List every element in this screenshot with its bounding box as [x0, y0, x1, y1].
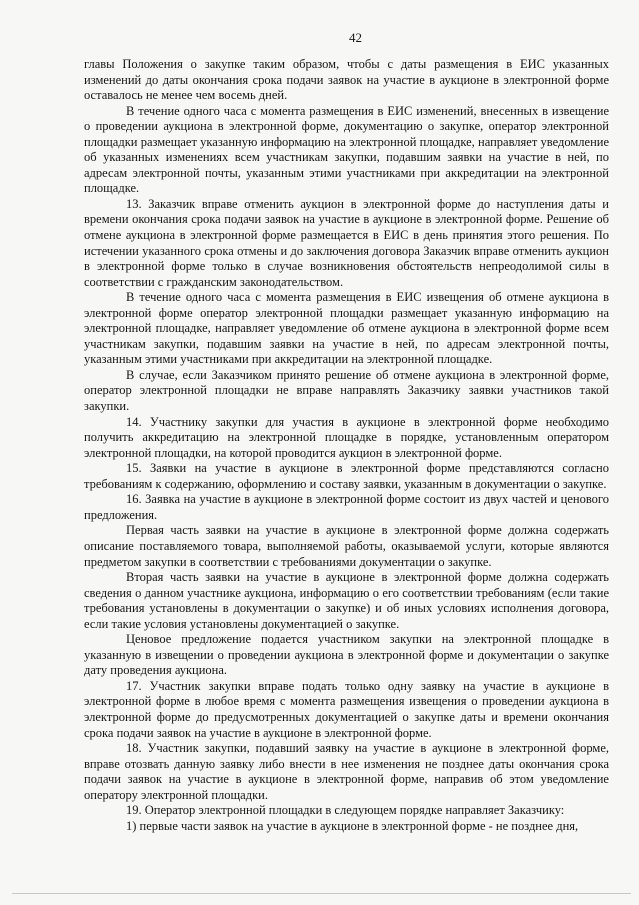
paragraph-cancellation-notice: В течение одного часа с момента размещения в ЕИС извещения об отмене аукциона в электронной форме оператор электронной площадки размещает указанную информацию на электронной площадке, направляет уведомление об отмене аукциона в электронной форме всем участникам закупки, подавшим заявки на участие в ней, по адресам электронной почты, указанным этими участниками при аккредитации на электронной площадке. — [84, 290, 609, 367]
paragraph-13-cancellation: 13. Заказчик вправе отменить аукцион в электронной форме до наступления даты и времени окончания срока подачи заявок на участие в аукционе в электронной форме. Решение об отмене аукциона в электронной форме размещается в ЕИС в день принятия этого решения. По истечении указанного срока отмены и до заключения договора Заказчик вправе отменить аукцион в электронной форме только в случае возникновения обстоятельств непреодолимой силы в соответствии с гражданским законодательством. — [84, 196, 609, 289]
paragraph-15-requirements: 15. Заявки на участие в аукционе в электронной форме представляются согласно требованиям к содержанию, оформлению и составу заявки, указанным в документации о закупке. — [84, 461, 609, 491]
page-number: 42 — [349, 30, 362, 45]
paragraph-notice-of-changes: В течение одного часа с момента размещения в ЕИС изменений, внесенных в извещение о проведении аукциона в электронной форме, документацию о закупке, оператор электронной площадки размещает указанную информацию на электронной площадке, направляет уведомление об указанных изменениях всем участникам закупки, подавшим заявки на участие в ней, по адресам электронной почты, указанным этими участниками при аккредитации на электронной площадке. — [84, 103, 609, 196]
paragraph-16-parts: 16. Заявка на участие в аукционе в электронной форме состоит из двух частей и ценового предложения. — [84, 492, 609, 522]
paragraph-19-item-1: 1) первые части заявок на участие в аукционе в электронной форме - не позднее дня, — [126, 818, 579, 833]
scan-bottom-edge — [12, 893, 631, 894]
paragraph-first-part: Первая часть заявки на участие в аукционе в электронной форме должна содержать описание поставляемого товара, выполняемой работы, оказываемой услуги, которые являются предметом закупки в соответствии с требованиями документации о закупке. — [84, 523, 609, 569]
paragraph-19-operator: 19. Оператор электронной площадки в следующем порядке направляет Заказчику: — [126, 803, 565, 818]
paragraph-17-single-bid: 17. Участник закупки вправе подать только одну заявку на участие в аукционе в электронной форме в любое время с момента размещения извещения о проведении аукциона в электронной форме до предусмотренных документацией о закупке даты и времени окончания срока подачи заявок на участие в аукционе в электронной форме. — [84, 678, 609, 740]
paragraph-cancellation-effect: В случае, если Заказчиком принято решение об отмене аукциона в электронной форме, оператор электронной площадки не вправе направлять Заказчику заявки участников такой закупки. — [84, 367, 609, 414]
document-body — [84, 57, 609, 834]
paragraph-continuation: главы Положения о закупке таким образом, чтобы с даты размещения в ЕИС указанных изменений до даты окончания срока подачи заявок на участие в аукционе в электронной форме оставалось не менее чем восемь дней. — [84, 57, 609, 103]
paragraph-18-withdrawal: 18. Участник закупки, подавший заявку на участие в аукционе в электронной форме, вправе отозвать данную заявку либо внести в нее изменения не позднее даты окончания срока подачи заявок на участие в аукционе в электронной форме, направив об этом уведомление оператору электронной площадки. — [84, 741, 609, 802]
paragraph-second-part: Вторая часть заявки на участие в аукционе в электронной форме должна содержать сведения о данном участнике аукциона, информацию о его соответствии требованиям (если такие требования установлены в документации о закупке) и об иных условиях исполнения договора, если такие условия установлены документацией о закупке. — [84, 570, 609, 631]
paragraph-price-offer: Ценовое предложение подается участником закупки на электронной площадке в указанную в извещении о проведении аукциона в электронной форме и документации о закупке дату проведения аукциона. — [84, 632, 609, 678]
paragraph-14-accreditation: 14. Участнику закупки для участия в аукционе в электронной форме необходимо получить аккредитацию на электронной площадке в порядке, установленным оператором электронной площадки, на которой проводится аукцион в электронной форме. — [84, 414, 609, 460]
